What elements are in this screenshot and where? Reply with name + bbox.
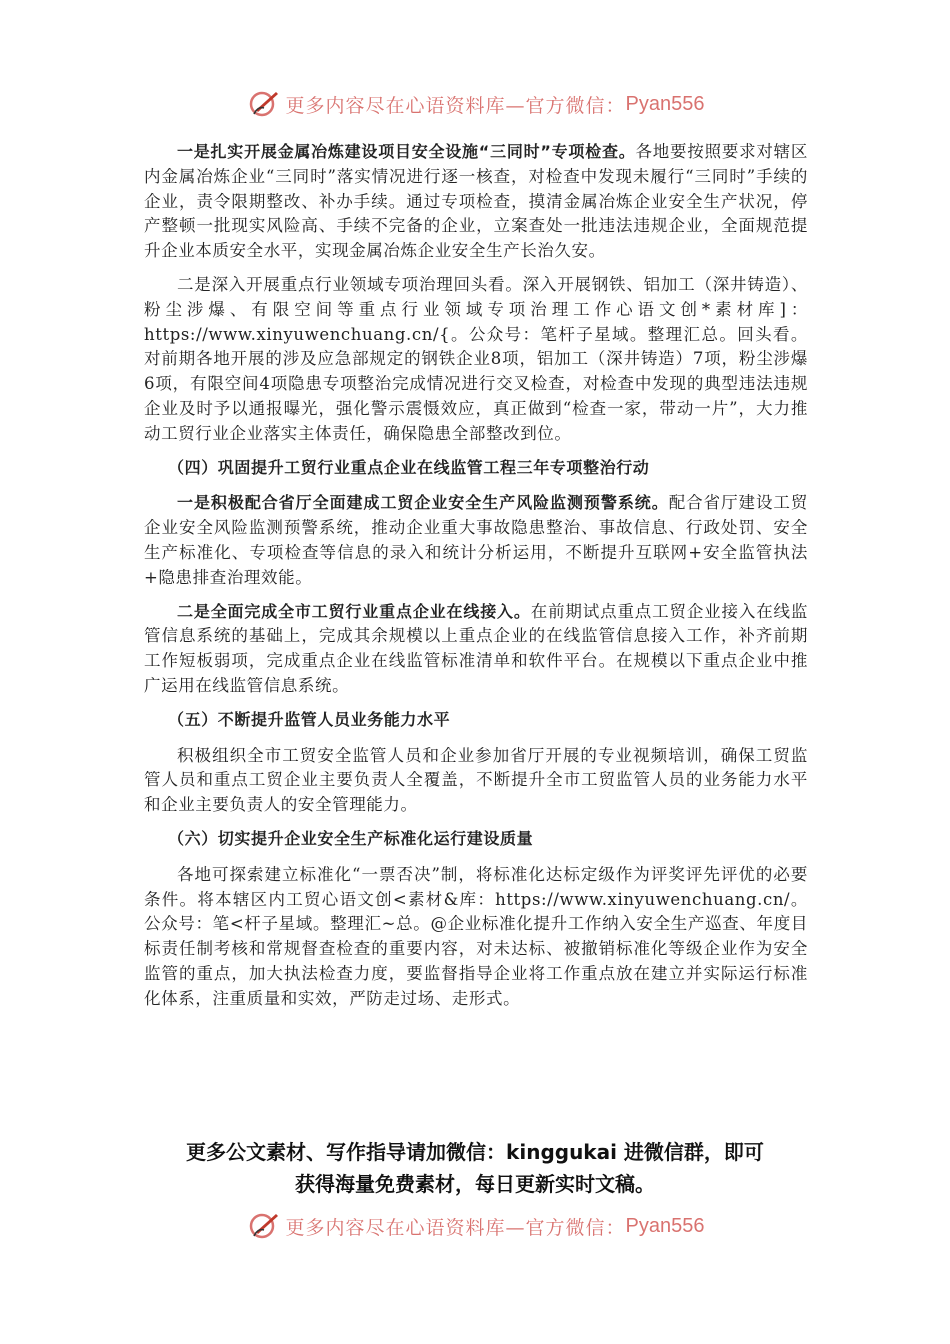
- paragraph-text: 二是深入开展重点行业领域专项治理回头看。深入开展钢铁、铝加工（深井铸造）、粉尘涉爆、有限空间等重点行业领域专项治理工作心语文创*素材库]：https://www.xinyuwenchuang.cn/{。公众号：笔杆子星域。整理汇总。回头看。对前期各地开展的涉及应急部规定的钢铁企业8项，铝加工（深井铸造）7项，粉尘涉爆6项，有限空间4项隐患专项整治完成情况进行交叉检查，对检查中发现的典型违法违规企业及时予以通报曝光，强化警示震慑效应，真正做到“检查一家，带动一片”，大力推动工贸行业企业落实主体责任，确保隐患全部整改到位。: [144, 274, 808, 443]
- pen-logo-icon: [246, 1208, 282, 1244]
- watermark-footer: [0, 1208, 950, 1244]
- footer-wechat-id: Pyan556: [625, 1214, 705, 1237]
- paragraph-lead: 一是积极配合省厅全面建成工贸企业安全生产风险监测预警系统。: [177, 493, 669, 513]
- paragraph-standardization: 各地可探索建立标准化“一票否决”制，将标准化达标定级作为评奖评先评优的必要条件。将本辖区内工贸心语文创<素材&库：https://www.xinyuwenchuang.cn/。公众号：笔<杆子星域。整理汇~总。@企业标准化提升工作纳入安全生产巡查、年度目标责任制考核和常规督查检查的重要内容，对未达标、被撤销标准化等级企业作为安全监管的重点，加大执法检查力度，要监督指导企业将工作重点放在建立并实际运行标准化体系，注重质量和实效，严防走过场、走形式。: [144, 864, 808, 1008]
- paragraph-review: [144, 273, 808, 447]
- paragraph-training: 积极组织全市工贸安全监管人员和企业参加省厅开展的专业视频培训，确保工贸监管人员和重点工贸企业主要负责人全覆盖，不断提升全市工贸监管人员的业务能力水平和企业主要负责人的安全管理能力。: [144, 745, 808, 815]
- section-heading-6: （六）切实提升企业安全生产标准化运行建设质量: [168, 828, 534, 848]
- promo-line-2: 获得海量免费素材，每日更新实时文稿。: [295, 1172, 655, 1196]
- section-heading-5: （五）不断提升监管人员业务能力水平: [168, 709, 451, 729]
- watermark-header: [0, 86, 950, 122]
- paragraph-metal-smelting: [144, 140, 808, 264]
- header-brand-text: 更多内容尽在心语资料库—官方微信：: [285, 94, 626, 117]
- paragraph-text: 配合省厅建设工贸企业安全风险监测预警系统，推动企业重大事故隐患整治、事故信息、行政处罚、安全生产标准化、专项检查等信息的录入和统计分析运用，不断提升互联网+安全监管执法+隐患排查治理效能。: [144, 493, 808, 587]
- document-body: [144, 140, 808, 1021]
- paragraph-text: 各地要按照要求对辖区内金属冶炼企业“三同时”落实情况进行逐一核查，对检查中发现未履行“三同时”手续的企业，责令限期整改、补办手续。通过专项检查，摸清金属冶炼企业安全生产状况，停产整顿一批现实风险高、手续不完备的企业，立案查处一批违法违规企业，全面规范提升企业本质安全水平，实现金属冶炼企业安全生产长治久安。: [144, 142, 808, 261]
- pen-logo-icon: [246, 86, 282, 122]
- paragraph-lead: 一是扎实开展金属冶炼建设项目安全设施“三同时”专项检查。: [177, 142, 636, 161]
- paragraph-lead: 二是全面完成全市工贸行业重点企业在线接入。: [177, 601, 531, 621]
- promo-block: [0, 1136, 950, 1200]
- footer-brand-text: 更多内容尽在心语资料库—官方微信：: [285, 1216, 626, 1239]
- promo-line-1: 更多公文素材、写作指导请加微信：kinggukai 进微信群，即可: [186, 1140, 764, 1164]
- header-wechat-id: Pyan556: [625, 92, 705, 115]
- section-heading-4: （四）巩固提升工贸行业重点企业在线监管工程三年专项整治行动: [168, 457, 650, 477]
- paragraph-online-access: [144, 600, 808, 699]
- paragraph-text: 在前期试点重点工贸企业接入在线监管信息系统的基础上，完成其余规模以上重点企业的在线监管信息接入工作，补齐前期工作短板弱项，完成重点企业在线监管标准清单和软件平台。在规模以下重点企业中推广运用在线监管信息系统。: [144, 601, 808, 695]
- paragraph-monitoring-system: [144, 491, 808, 590]
